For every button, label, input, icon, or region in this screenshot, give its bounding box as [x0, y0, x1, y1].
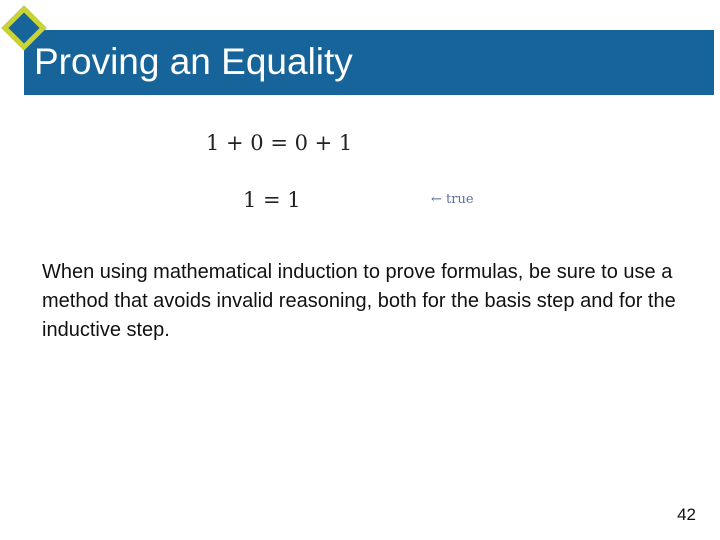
slide-title: Proving an Equality	[34, 41, 353, 82]
body-paragraph: When using mathematical induction to prove formulas, be sure to use a method that avoids invalid reasoning, both for the basis step and for the inductive step.	[42, 261, 676, 341]
equation-annotation: ← true	[431, 192, 474, 207]
title-bar	[24, 30, 714, 95]
equation-line-1: 1 + 0 = 0 + 1	[206, 131, 353, 155]
equation-line-2: 1 = 1	[243, 188, 301, 212]
page-number: 42	[677, 505, 696, 524]
